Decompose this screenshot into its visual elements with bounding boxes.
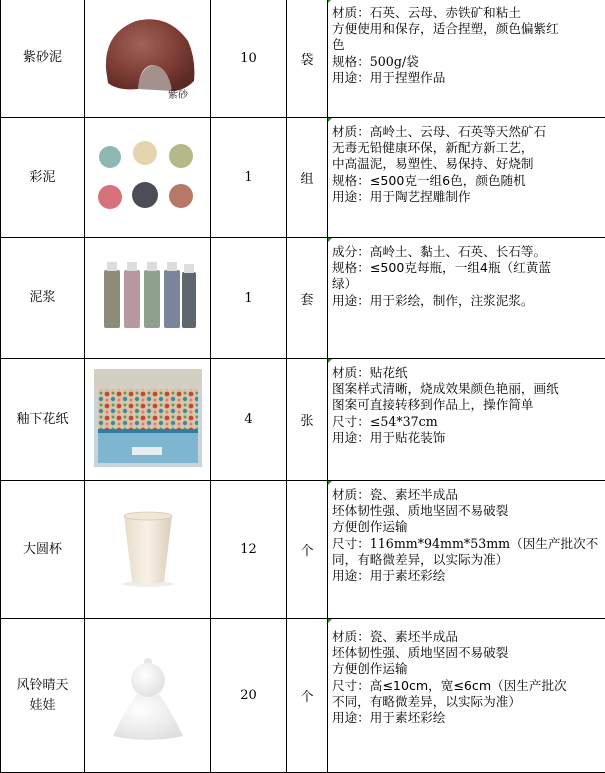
image-label: 紫砂 (168, 88, 189, 101)
item-name: 大圆杯 (1, 481, 85, 619)
table-row (1, 619, 605, 773)
item-name: 紫砂泥 (1, 0, 85, 118)
table-row (1, 359, 605, 481)
item-unit: 组 (287, 118, 328, 238)
table-row (1, 238, 605, 359)
item-image-cell (85, 619, 211, 773)
table-row (1, 481, 605, 619)
slip-bottles-icon (98, 256, 198, 336)
item-desc: 材质：贴花纸 图案样式清晰，烧成效果颜色艳丽，画纸 图案可直接转移到作品上，操作简单 尺寸：≤54*37cm 用途：用于贴花装饰 (328, 359, 605, 481)
item-image-cell (85, 118, 211, 238)
item-unit: 个 (287, 619, 328, 773)
item-image-cell (85, 359, 211, 481)
item-name: 风铃晴天 娃娃 (1, 619, 85, 773)
purple-clay-icon (98, 11, 198, 101)
item-qty: 12 (211, 481, 287, 619)
item-unit: 套 (287, 238, 328, 359)
item-image-cell (85, 0, 211, 118)
table-row (1, 118, 605, 238)
item-unit: 张 (287, 359, 328, 481)
item-desc: 材质：高岭土、云母、石英等天然矿石 无毒无铅健康环保，新配方新工艺， 中高温泥，易塑性、易保持、好烧制 规格：≤500克一组6色，颜色随机 用途：用于陶艺捏雕制作 (328, 118, 605, 238)
item-image-cell (85, 481, 211, 619)
item-desc: 材质：石英、云母、赤铁矿和粘土 方便使用和保存，适合捏塑，颜色偏紫红 色 规格：500g/袋 用途：用于捏塑作品 (328, 0, 605, 118)
cup-icon (108, 508, 188, 588)
colored-clay-icon (93, 131, 203, 221)
item-qty: 4 (211, 359, 287, 481)
item-unit: 袋 (287, 0, 328, 118)
item-qty: 20 (211, 619, 287, 773)
doll-icon (103, 644, 193, 744)
item-name: 釉下花纸 (1, 359, 85, 481)
item-name: 泥浆 (1, 238, 85, 359)
item-qty: 1 (211, 118, 287, 238)
table-row (1, 0, 605, 118)
item-qty: 1 (211, 238, 287, 359)
item-desc: 材质：瓷、素坯半成品 坯体韧性强、质地坚固不易破裂 方便创作运输 尺寸：116mm*94mm*53mm（因生产批次不 同，有略微差异，以实际为准） 用途：用于素坯彩绘 (328, 481, 605, 619)
item-desc: 材质：瓷、素坯半成品 坯体韧性强、质地坚固不易破裂 方便创作运输 尺寸：高≤10cm，宽≤6cm（因生产批次 不同，有略微差异，以实际为准） 用途：用于素坯彩绘 (328, 619, 605, 773)
item-desc: 成分：高岭土、黏土、石英、长石等。 规格：≤500克每瓶，一组4瓶（红黄蓝 绿） 用途：用于彩绘，制作，注浆泥浆。 (328, 238, 605, 359)
decal-paper-icon (92, 367, 204, 469)
item-name: 彩泥 (1, 118, 85, 238)
item-image-cell (85, 238, 211, 359)
item-unit: 个 (287, 481, 328, 619)
item-qty: 10 (211, 0, 287, 118)
